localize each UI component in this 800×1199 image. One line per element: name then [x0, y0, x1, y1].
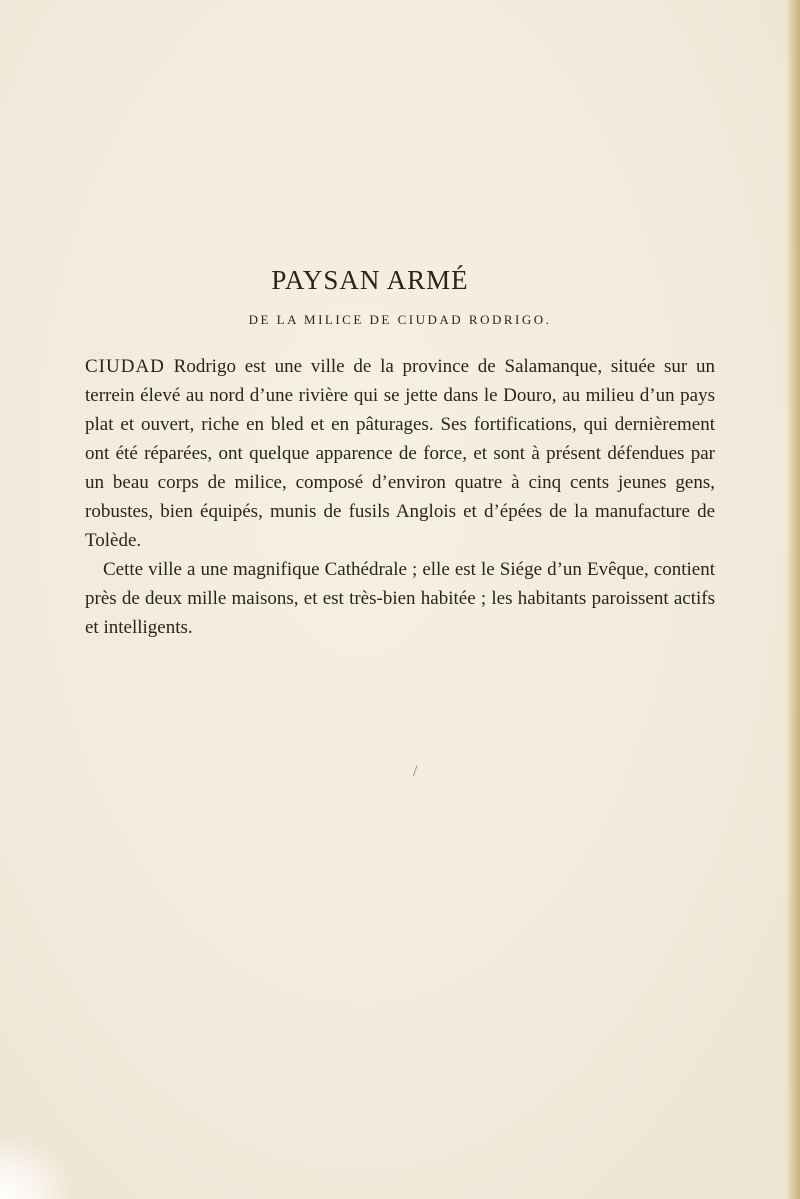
lead-word: CIUDAD [85, 356, 165, 377]
page-subtitle: DE LA MILICE DE CIUDAD RODRIGO. [248, 312, 552, 327]
page-edge-shading [786, 0, 800, 1199]
paragraph-2: Cette ville a une magnifique Cathédrale ; elle est le Siége d’un Evêque, contient près de deux mille maisons, et est très-bien habitée ; les habitants paroissent actifs et intelligents. [85, 559, 715, 638]
page-title: PAYSAN ARMÉ [271, 265, 469, 295]
paragraph-1-text: Rodrigo est une ville de la province de Salamanque, située sur un terrein élevé au nord d’une rivière qui se jette dans le Douro, au milieu d’un pays plat et ouvert, riche en bled et en pâturages. Ses fortifications, qui dernièrement ont été réparées, ont quelque apparence de force, et sont à présent défendues par un beau corps de milice, composé d’environ quatre à cinq cents jeunes gens, robustes, bien équipés, munis de fusils Anglois et d’épées de la manufacture de Tolède. [85, 356, 715, 551]
page-corner-wear [0, 1139, 70, 1199]
paragraph-1 [85, 352, 715, 555]
stray-pen-mark: / [413, 763, 418, 780]
body-text [85, 352, 715, 642]
